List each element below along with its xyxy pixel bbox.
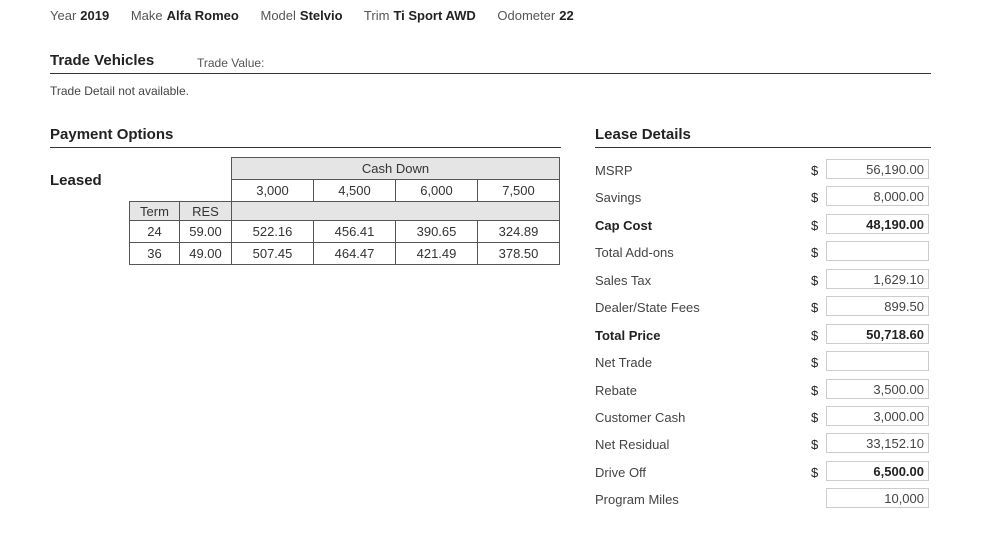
drive-off-label: Drive Off [595, 465, 647, 480]
total-addons-label: Total Add-ons [595, 245, 674, 260]
payment-cell[interactable]: 522.16 [232, 221, 314, 243]
cap-cost-field[interactable]: 48,190.00 [826, 214, 929, 234]
total-price-label: Total Price [595, 328, 661, 343]
currency-symbol: $ [811, 245, 819, 260]
lease-row-program-miles [595, 486, 931, 513]
res-header: RES [180, 202, 232, 221]
payment-divider [50, 147, 561, 148]
total-addons-field[interactable] [826, 241, 929, 261]
trade-vehicles-title: Trade Vehicles [50, 52, 155, 69]
year-label: Year [50, 8, 77, 23]
cash-down-option[interactable]: 4,500 [314, 180, 396, 202]
payment-cell[interactable]: 507.45 [232, 243, 314, 265]
table-row [130, 243, 560, 265]
customer-cash-label: Customer Cash [595, 410, 686, 425]
trade-value-label: Trade Value: [197, 56, 265, 70]
payment-options-title: Payment Options [50, 126, 174, 143]
currency-symbol: $ [811, 383, 819, 398]
payment-grid [129, 157, 560, 265]
payment-header-blank [232, 202, 560, 221]
lease-row-drive-off [595, 459, 931, 486]
currency-symbol: $ [811, 163, 819, 178]
dealer-fees-field[interactable]: 899.50 [826, 296, 929, 316]
currency-symbol: $ [811, 300, 819, 315]
res-cell: 59.00 [180, 221, 232, 243]
lease-row-net-trade [595, 349, 931, 376]
term-cell: 36 [130, 243, 180, 265]
customer-cash-field[interactable]: 3,000.00 [826, 406, 929, 426]
cash-down-option[interactable]: 7,500 [478, 180, 560, 202]
payment-cell[interactable]: 378.50 [478, 243, 560, 265]
dealer-fees-label: Dealer/State Fees [595, 300, 700, 315]
payment-cell[interactable]: 324.89 [478, 221, 560, 243]
payment-cell[interactable]: 421.49 [396, 243, 478, 265]
payment-type-label: Leased [50, 172, 102, 189]
currency-symbol: $ [811, 273, 819, 288]
term-header: Term [130, 202, 180, 221]
program-miles-label: Program Miles [595, 492, 679, 507]
savings-field[interactable]: 8,000.00 [826, 186, 929, 206]
msrp-field[interactable]: 56,190.00 [826, 159, 929, 179]
lease-row-total-price [595, 322, 931, 349]
lease-row-net-residual [595, 431, 931, 458]
model-value: Stelvio [299, 8, 343, 23]
lease-details-title: Lease Details [595, 126, 691, 143]
currency-symbol: $ [811, 218, 819, 233]
lease-row-rebate [595, 377, 931, 404]
savings-label: Savings [595, 190, 642, 205]
msrp-label: MSRP [595, 163, 633, 178]
cash-down-option[interactable]: 6,000 [396, 180, 478, 202]
lease-row-dealer-fees [595, 294, 931, 321]
lease-row-customer-cash [595, 404, 931, 431]
trim-value: Ti Sport AWD [393, 8, 476, 23]
currency-symbol: $ [811, 190, 819, 205]
payment-cell[interactable]: 390.65 [396, 221, 478, 243]
currency-symbol: $ [811, 437, 819, 452]
lease-divider [595, 147, 931, 148]
vehicle-info [50, 8, 592, 23]
lease-row-msrp [595, 157, 931, 184]
net-residual-field[interactable]: 33,152.10 [826, 433, 929, 453]
trim-label: Trim [363, 8, 390, 23]
currency-symbol: $ [811, 410, 819, 425]
net-residual-label: Net Residual [595, 437, 670, 452]
trade-divider [50, 73, 931, 74]
res-cell: 49.00 [180, 243, 232, 265]
sales-tax-field[interactable]: 1,629.10 [826, 269, 929, 289]
lease-row-total-addons [595, 239, 931, 266]
make-label: Make [130, 8, 163, 23]
term-cell: 24 [130, 221, 180, 243]
table-row [130, 221, 560, 243]
lease-row-sales-tax [595, 267, 931, 294]
rebate-field[interactable]: 3,500.00 [826, 379, 929, 399]
program-miles-field[interactable]: 10,000 [826, 488, 929, 508]
cash-down-header: Cash Down [232, 158, 560, 180]
currency-symbol: $ [811, 355, 819, 370]
currency-symbol: $ [811, 328, 819, 343]
net-trade-field[interactable] [826, 351, 929, 371]
currency-symbol: $ [811, 465, 819, 480]
payment-cell[interactable]: 456.41 [314, 221, 396, 243]
trade-detail-text: Trade Detail not available. [50, 84, 189, 98]
cash-down-option[interactable]: 3,000 [232, 180, 314, 202]
sales-tax-label: Sales Tax [595, 273, 652, 288]
make-value: Alfa Romeo [166, 8, 239, 23]
total-price-field[interactable]: 50,718.60 [826, 324, 929, 344]
lease-row-savings [595, 184, 931, 211]
payment-cell[interactable]: 464.47 [314, 243, 396, 265]
odometer-value: 22 [559, 8, 574, 23]
net-trade-label: Net Trade [595, 355, 653, 370]
odometer-label: Odometer [497, 8, 556, 23]
lease-row-cap-cost [595, 212, 931, 239]
year-value: 2019 [80, 8, 110, 23]
model-label: Model [260, 8, 296, 23]
drive-off-field[interactable]: 6,500.00 [826, 461, 929, 481]
rebate-label: Rebate [595, 383, 637, 398]
cap-cost-label: Cap Cost [595, 218, 653, 233]
